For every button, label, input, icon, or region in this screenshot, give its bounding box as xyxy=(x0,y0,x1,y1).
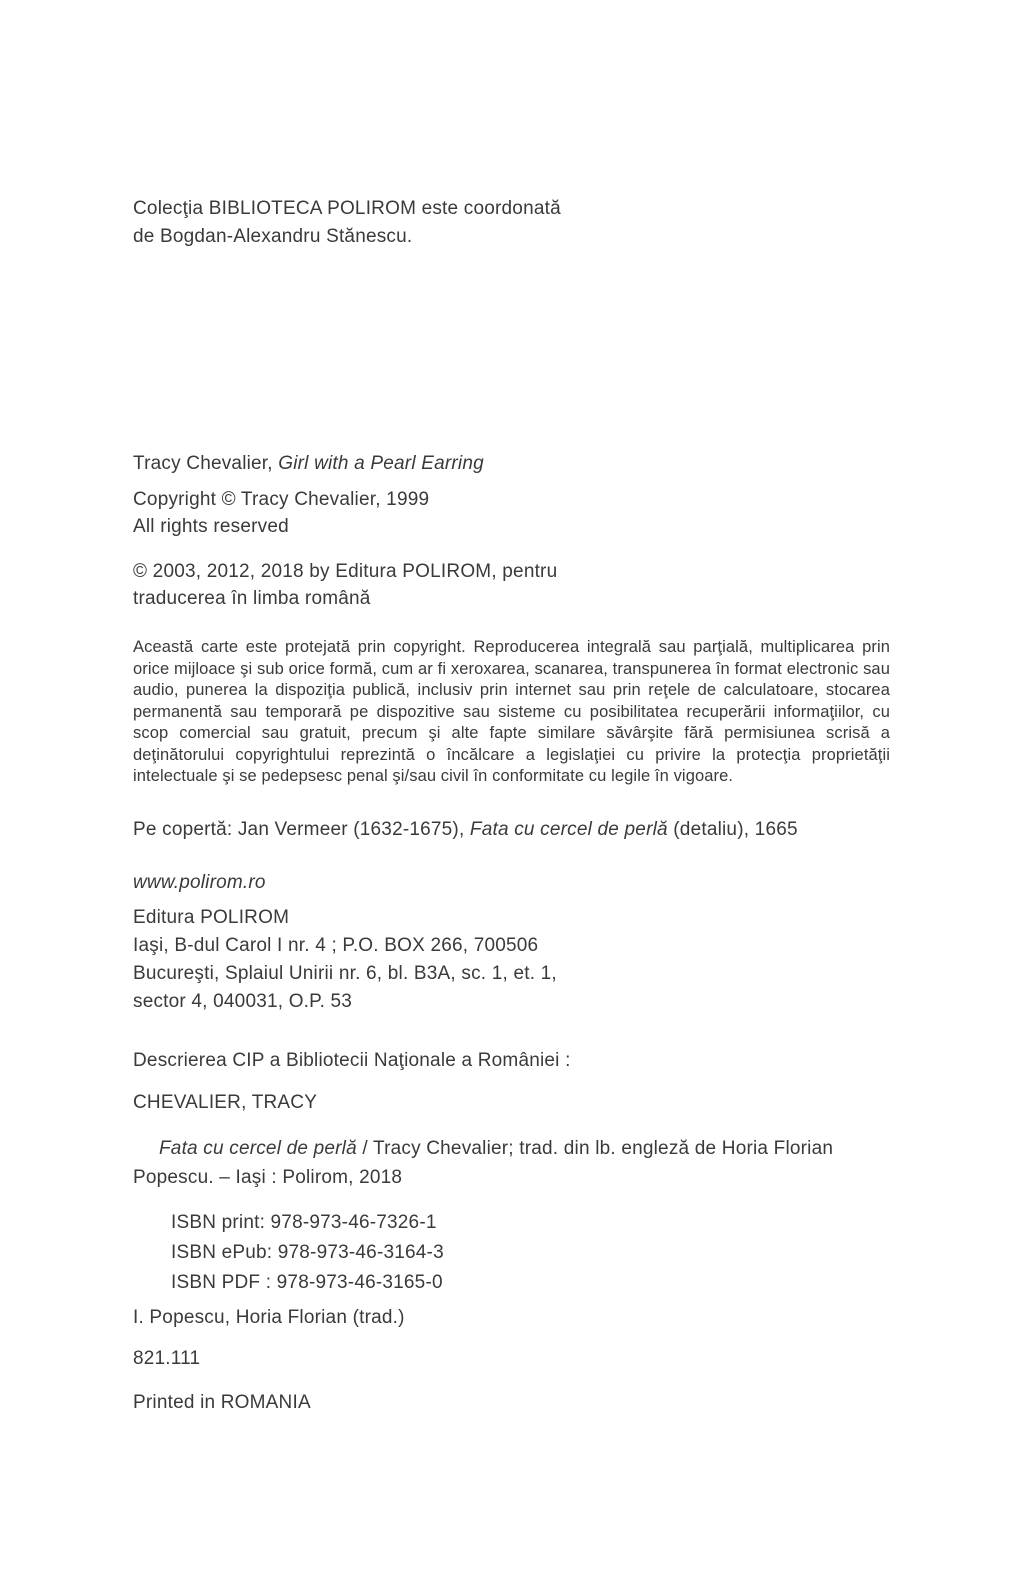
isbn-print: ISBN print: 978-973-46-7326-1 xyxy=(171,1211,437,1233)
printed-in-notice: Printed in ROMANIA xyxy=(133,1391,311,1413)
collection-note xyxy=(133,195,890,251)
copyright-line: Copyright © Tracy Chevalier, 1999 xyxy=(133,489,430,510)
publisher-address-sector: sector 4, 040031, O.P. 53 xyxy=(133,990,353,1012)
cip-entry-rest: / Tracy Chevalier; trad. din lb. engleză de Horia Florian Popescu. – Iaşi : Polirom, 2018 xyxy=(133,1137,834,1188)
cover-credit-prefix: Pe copertă: Jan Vermeer (1632-1675), xyxy=(133,818,470,840)
cover-credit-suffix: (detaliu), 1665 xyxy=(667,818,798,840)
cip-author: CHEVALIER, TRACY xyxy=(133,1091,318,1113)
publisher-address-iasi: Iaşi, B-dul Carol I nr. 4 ; P.O. BOX 266, 700506 xyxy=(133,934,539,956)
book-original-title: Girl with a Pearl Earring xyxy=(278,453,484,474)
page-content xyxy=(133,0,890,1417)
cip-entry-title: Fata cu cercel de perlă xyxy=(159,1137,357,1159)
cip-heading: Descrierea CIP a Bibliotecii Naţionale a României : xyxy=(133,1049,571,1071)
cover-credit xyxy=(133,816,890,844)
copyright-block xyxy=(133,486,890,540)
isbn-list xyxy=(171,1208,890,1298)
romanian-copyright-line2: traducerea în limba română xyxy=(133,588,371,609)
romanian-copyright xyxy=(133,558,890,612)
original-title-line xyxy=(133,450,890,478)
cip-entry xyxy=(133,1134,890,1192)
rights-line: All rights reserved xyxy=(133,516,289,537)
translator-entry: I. Popescu, Horia Florian (trad.) xyxy=(133,1306,405,1328)
publisher-address-bucuresti: Bucureşti, Splaiul Unirii nr. 6, bl. B3A, sc. 1, et. 1, xyxy=(133,962,557,984)
collection-note-line1: Colecţia BIBLIOTECA POLIROM este coordonată xyxy=(133,198,561,219)
isbn-epub: ISBN ePub: 978-973-46-3164-3 xyxy=(171,1241,444,1263)
publisher-address-block xyxy=(133,904,890,1016)
legal-notice: Această carte este protejată prin copyright. Reproducerea integrală sau parţială, multiplicarea prin orice mijloace şi sub orice formă, cum ar fi xeroxarea, scanarea, transpunerea în format electronic sau audio, punerea la dispoziţia publică, inclusiv prin internet sau prin reţele de calculatoare, stocarea permanentă sau temporară pe dispozitive sau sisteme cu posibilitatea recuperării informaţiilor, cu scop comercial sau gratuit, precum şi alte fapte similare săvârşite fără permisiunea scrisă a deţinătorului copyrightului reprezintă o încălcare a legislaţiei cu privire la protecţia proprietăţii intelectuale şi se pedepsesc penal şi/sau civil în conformitate cu legile în vigoare. xyxy=(133,638,890,785)
book-author: Tracy Chevalier, xyxy=(133,453,279,474)
isbn-pdf: ISBN PDF : 978-973-46-3165-0 xyxy=(171,1271,443,1293)
collection-note-line2: de Bogdan-Alexandru Stănescu. xyxy=(133,226,413,247)
udc-number: 821.111 xyxy=(133,1347,201,1369)
publisher-website: www.polirom.ro xyxy=(133,871,266,893)
publisher-name: Editura POLIROM xyxy=(133,906,290,928)
romanian-copyright-line1: © 2003, 2012, 2018 by Editura POLIROM, pentru xyxy=(133,561,558,582)
painting-title: Fata cu cercel de perlă xyxy=(469,818,668,840)
